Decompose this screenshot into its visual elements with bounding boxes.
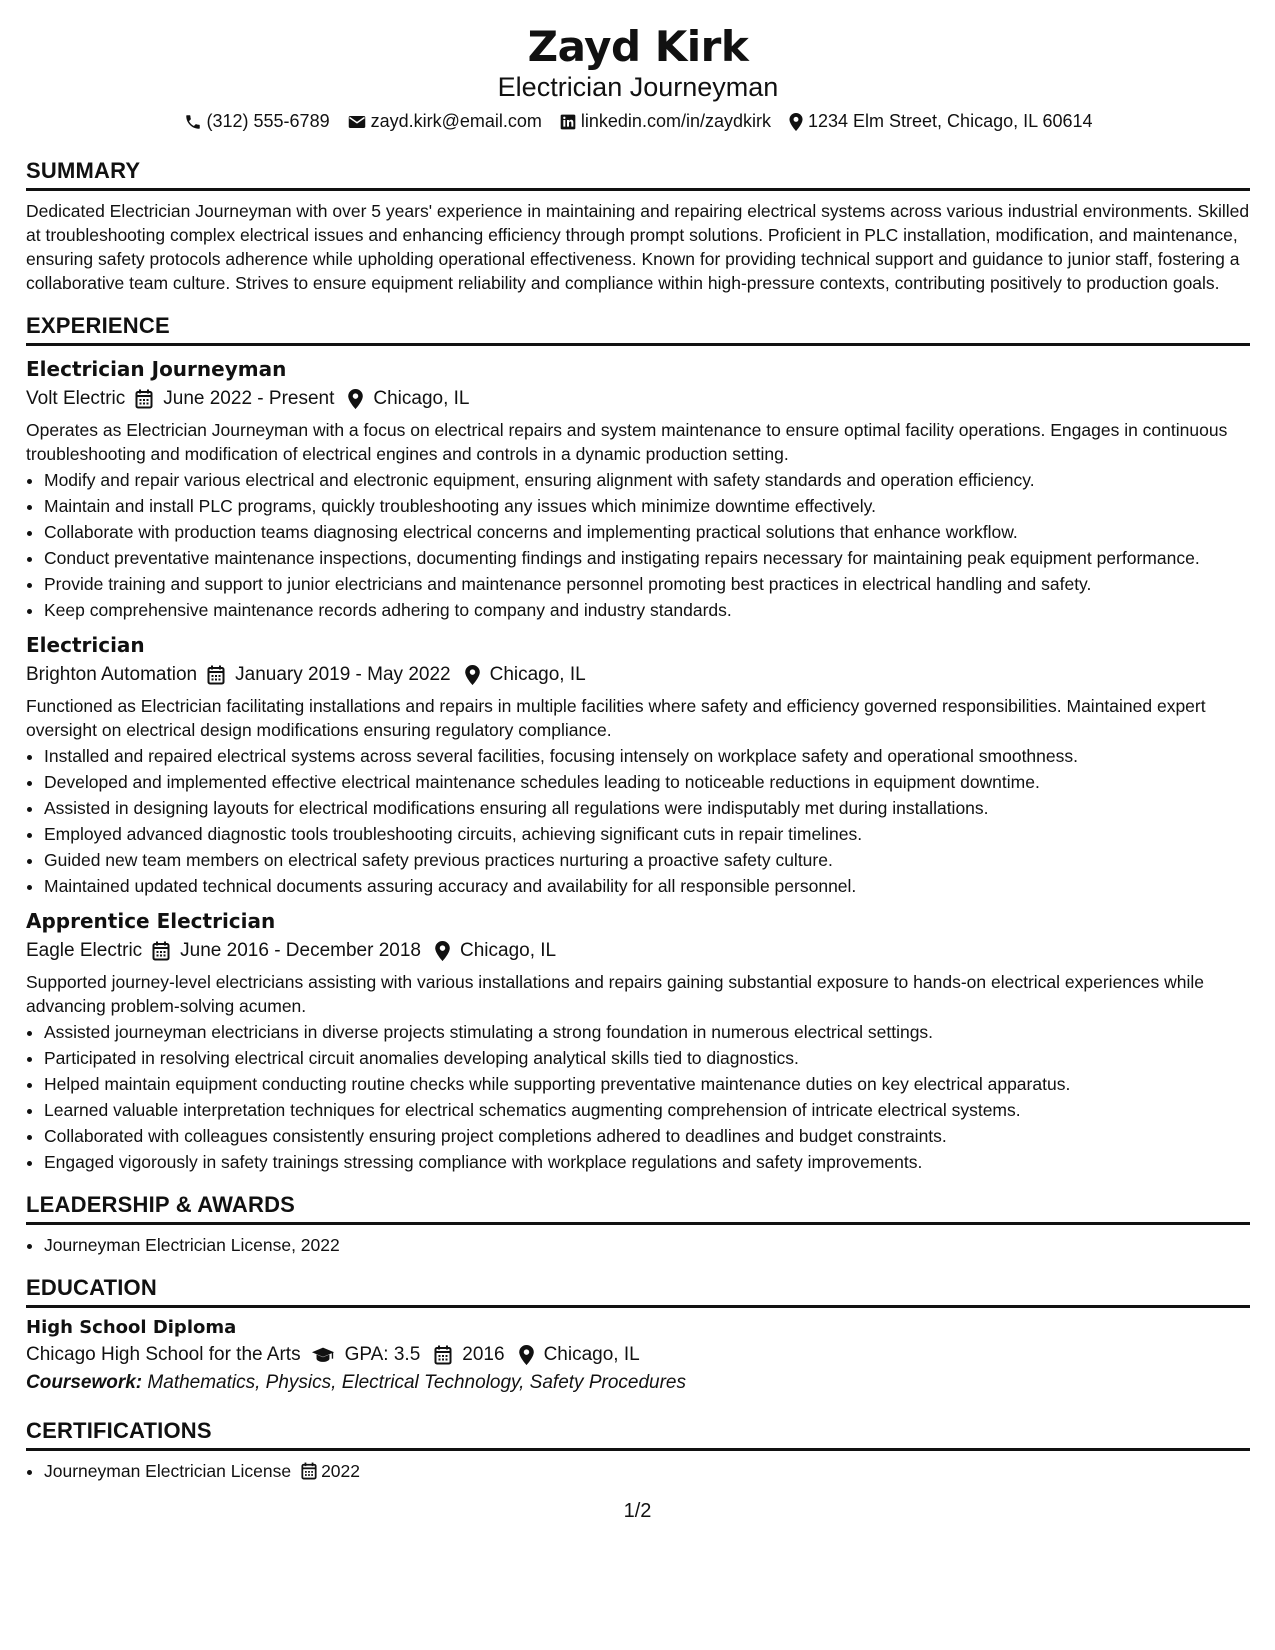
envelope-icon [348,114,366,130]
degree-title: High School Diploma [26,1317,237,1339]
candidate-name: Zayd Kirk [527,22,749,71]
education-meta [26,1342,1250,1368]
list-item: • Conduct preventative maintenance inspections, documenting findings and instigating repairs necessary for maintaining peak equipment performance. [44,546,1250,570]
map-pin-icon [519,1345,534,1365]
list-item: • Collaborated with colleagues consistently ensuring project completions adhered to deadlines and budget constraints. [44,1124,1250,1148]
company-name: Eagle Electric [26,940,143,962]
leadership-section [26,1192,1250,1257]
calendar-icon [152,941,170,961]
section-title: LEADERSHIP & AWARDS [26,1192,1250,1225]
contact-phone [184,111,330,132]
contact-address [789,111,1093,132]
contact-email [348,111,542,132]
list-item: • Learned valuable interpretation techniques for electrical schematics augmenting comprehension of intricate electrical systems. [44,1098,1250,1122]
coursework-label: Coursework: [26,1372,143,1394]
map-pin-icon [789,113,803,131]
phone-icon [184,113,202,131]
location-text: Chicago, IL [460,940,557,962]
job-title: Apprentice Electrician [26,909,276,934]
list-item: • Developed and implemented effective electrical maintenance schedules leading to noticeable reductions in equipment downtime. [44,770,1250,794]
list-item: • Assisted in designing layouts for electrical modifications ensuring all regulations were indisputably met during installations. [44,796,1250,820]
list-item: • Maintained updated technical documents assuring accuracy and availability for all responsible personnel. [44,874,1250,898]
list-item: • Keep comprehensive maintenance records adhering to company and industry standards. [44,598,1250,622]
graduation-cap-icon [311,1346,335,1364]
address-text: 1234 Elm Street, Chicago, IL 60614 [807,111,1093,132]
list-item: • Modify and repair various electrical and electronic equipment, ensuring alignment with safety standards and operation efficiency. [44,468,1250,492]
section-title: EXPERIENCE [26,313,1250,346]
list-item: • Employed advanced diagnostic tools troubleshooting circuits, achieving significant cuts in repair timelines. [44,822,1250,846]
email-text: zayd.kirk@email.com [370,111,542,132]
job-bullets [26,1020,1250,1174]
map-pin-icon [435,941,450,961]
list-item: • Provide training and support to junior electricians and maintenance personnel promoting best practices in electrical handling and safety. [44,572,1250,596]
certifications-list [26,1459,1250,1483]
dates-text: June 2016 - December 2018 [180,940,421,962]
summary-section [26,158,1250,295]
list-item [44,1459,1250,1483]
list-item: • Helped maintain equipment conducting routine checks while supporting preventative maintenance duties on key electrical apparatus. [44,1072,1250,1096]
section-title: SUMMARY [26,158,1250,191]
linkedin-icon [560,114,576,130]
leadership-list [26,1233,1250,1257]
job-location [348,386,469,412]
calendar-icon [135,389,153,409]
section-title: EDUCATION [26,1275,1250,1308]
resume-header [26,24,1250,132]
calendar-icon [301,1462,317,1480]
job-title: Electrician Journeyman [26,357,287,382]
education-gpa [311,1342,421,1368]
phone-text: (312) 555-6789 [206,111,330,132]
job-dates [152,938,421,964]
location-text: Chicago, IL [373,388,470,410]
dates-text: January 2019 - May 2022 [235,664,451,686]
calendar-icon [434,1345,452,1365]
company-name: Volt Electric [26,388,126,410]
job-description: Operates as Electrician Journeyman with a focus on electrical repairs and system maintenance to ensure optimal facility operations. Engages in continuous troubleshooting and modification of electrical engines and controls in a dynamic production setting. [26,420,1228,465]
location-text: Chicago, IL [543,1344,640,1366]
resume-page [26,18,1250,1485]
job-entry [26,908,1250,1174]
certification-year: 2022 [321,1461,361,1482]
list-item: • Participated in resolving electrical circuit anomalies developing analytical skills tied to diagnostics. [44,1046,1250,1070]
job-location [435,938,556,964]
list-item: • Collaborate with production teams diagnosing electrical concerns and implementing practical solutions that enhance workflow. [44,520,1250,544]
job-entry [26,632,1250,898]
list-item: • Maintain and install PLC programs, quickly troubleshooting any issues which minimize downtime effectively. [44,494,1250,518]
gpa-text: GPA: 3.5 [344,1344,421,1366]
job-title: Electrician [26,633,145,658]
dates-text: June 2022 - Present [163,388,335,410]
list-item: • Assisted journeyman electricians in diverse projects stimulating a strong foundation in numerous electrical settings. [44,1020,1250,1044]
list-item: • Installed and repaired electrical systems across several facilities, focusing intensely on workplace safety and operational smoothness. [44,744,1250,768]
job-bullets [26,468,1250,622]
education-section [26,1275,1250,1396]
map-pin-icon [348,389,363,409]
school-name: Chicago High School for the Arts [26,1344,301,1366]
job-dates [135,386,334,412]
certifications-section [26,1418,1250,1483]
summary-text: Dedicated Electrician Journeyman with over 5 years' experience in maintaining and repairing electrical systems across various industrial environments. Skilled at troubleshooting complex electrical issues and enhancing efficiency through prompt solutions. Proficient in PLC installation, modification, and maintenance, ensuring safety protocols adherence while upholding operational effectiveness. Known for providing technical support and guidance to junior staff, fostering a collaborative team culture. Strives to ensure equipment reliability and compliance within high-pressure contexts, contributing positively to production goals. [26,201,1250,294]
education-year [434,1342,504,1368]
job-meta [26,938,1250,964]
job-bullets [26,744,1250,898]
experience-section [26,313,1250,1174]
section-title: CERTIFICATIONS [26,1418,1250,1451]
page-number: 1/2 [623,1500,652,1522]
job-description: Supported journey-level electricians assisting with various installations and repairs gaining substantial exposure to hands-on electrical experiences while advancing problem-solving acumen. [26,972,1205,1017]
job-description: Functioned as Electrician facilitating installations and repairs in multiple facilities where safety and efficiency governed responsibilities. Maintained expert oversight on electrical design modifications ensuring regulatory compliance. [26,696,1206,741]
linkedin-text: linkedin.com/in/zaydkirk [580,111,771,132]
location-text: Chicago, IL [489,664,586,686]
coursework-text: Mathematics, Physics, Electrical Technology, Safety Procedures [147,1372,686,1394]
list-item: • Journeyman Electrician License, 2022 [44,1233,1250,1257]
job-meta [26,662,1250,688]
contact-row [26,111,1250,132]
list-item: • Guided new team members on electrical safety previous practices nurturing a proactive safety culture. [44,848,1250,872]
map-pin-icon [465,665,480,685]
job-entry [26,356,1250,622]
certification-name: • Journeyman Electrician License [44,1461,292,1482]
job-dates [207,662,450,688]
job-location [465,662,586,688]
contact-linkedin [560,111,771,132]
calendar-icon [207,665,225,685]
company-name: Brighton Automation [26,664,198,686]
list-item: • Engaged vigorously in safety trainings stressing compliance with workplace regulations and safety improvements. [44,1150,1250,1174]
coursework [26,1370,1250,1396]
candidate-role: Electrician Journeyman [497,72,779,103]
job-meta [26,386,1250,412]
education-location [519,1342,640,1368]
year-text: 2016 [462,1344,505,1366]
certification-entry [44,1459,360,1483]
